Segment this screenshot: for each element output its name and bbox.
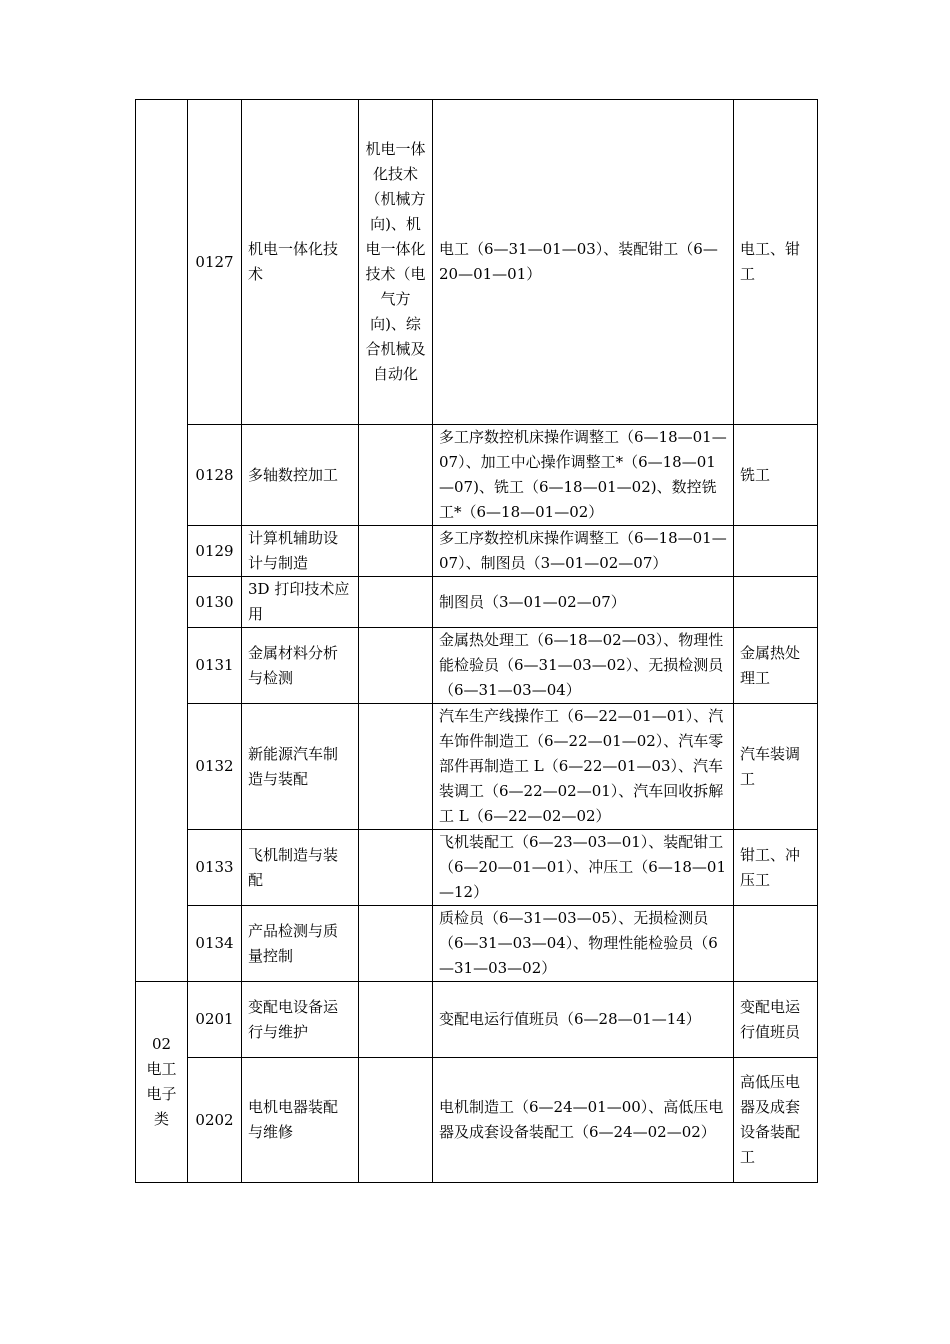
- table-row: [136, 830, 818, 906]
- certificate: [734, 577, 818, 628]
- occupation: 变配电运行值班员（6—28—01—14）: [433, 982, 734, 1058]
- table-row: [136, 577, 818, 628]
- higher-major: [359, 704, 433, 830]
- major-code: 0133: [188, 830, 242, 906]
- major-name: 多轴数控加工: [242, 425, 359, 526]
- major-name: 金属材料分析与检测: [242, 628, 359, 704]
- category-cell-01: [136, 100, 188, 982]
- occupation: 制图员（3—01—02—07）: [433, 577, 734, 628]
- higher-major: [359, 628, 433, 704]
- higher-major: [359, 830, 433, 906]
- occupation: 电工（6—31—01—03）、装配钳工（6—20—01—01）: [433, 100, 734, 425]
- higher-major: [359, 526, 433, 577]
- major-code: 0128: [188, 425, 242, 526]
- table-row: [136, 982, 818, 1058]
- major-code: 0127: [188, 100, 242, 425]
- table-row: [136, 1058, 818, 1183]
- major-name: 飞机制造与装配: [242, 830, 359, 906]
- certificate: [734, 906, 818, 982]
- higher-major: [359, 982, 433, 1058]
- table-row: [136, 906, 818, 982]
- certificate: 金属热处理工: [734, 628, 818, 704]
- major-code: 0134: [188, 906, 242, 982]
- occupation: 电机制造工（6—24—01—00）、高低压电器及成套设备装配工（6—24—02—02）: [433, 1058, 734, 1183]
- higher-major: [359, 577, 433, 628]
- occupation: 质检员（6—31—03—05）、无损检测员（6—31—03—04）、物理性能检验员（6—31—03—02）: [433, 906, 734, 982]
- major-name: 新能源汽车制造与装配: [242, 704, 359, 830]
- certificate: 电工、钳工: [734, 100, 818, 425]
- certificate: 变配电运行值班员: [734, 982, 818, 1058]
- higher-major: [359, 1058, 433, 1183]
- certificate: 铣工: [734, 425, 818, 526]
- occupation: 多工序数控机床操作调整工（6—18—01—07）、加工中心操作调整工*（6—18—01—07)、铣工（6—18—01—02)、数控铣工*（6—18—01—02）: [433, 425, 734, 526]
- major-name: 变配电设备运行与维护: [242, 982, 359, 1058]
- major-name: 产品检测与质量控制: [242, 906, 359, 982]
- category-cell-02: [136, 982, 188, 1183]
- category-code: 02: [151, 1035, 172, 1053]
- higher-major: [359, 425, 433, 526]
- occupation: 金属热处理工（6—18—02—03）、物理性能检验员（6—31—03—02）、无损检测员（6—31—03—04）: [433, 628, 734, 704]
- specialty-table: [135, 99, 818, 1183]
- major-code: 0132: [188, 704, 242, 830]
- certificate: 汽车装调工: [734, 704, 818, 830]
- major-code: 0131: [188, 628, 242, 704]
- major-code: 0201: [188, 982, 242, 1058]
- major-code: 0130: [188, 577, 242, 628]
- major-code: 0129: [188, 526, 242, 577]
- major-name: 计算机辅助设计与制造: [242, 526, 359, 577]
- table-row: [136, 628, 818, 704]
- higher-major: [359, 906, 433, 982]
- higher-major: 机电一体化技术（机械方向)、机电一体化技术（电气方向)、综合机械及自动化: [359, 100, 433, 425]
- table-row: [136, 100, 818, 425]
- major-name: 3D 打印技术应用: [242, 577, 359, 628]
- table-row: [136, 425, 818, 526]
- certificate: [734, 526, 818, 577]
- major-name: 电机电器装配与维修: [242, 1058, 359, 1183]
- certificate: 高低压电器及成套设备装配工: [734, 1058, 818, 1183]
- major-name: 机电一体化技术: [242, 100, 359, 425]
- certificate: 钳工、冲压工: [734, 830, 818, 906]
- table-row: [136, 704, 818, 830]
- table-row: [136, 526, 818, 577]
- occupation: 多工序数控机床操作调整工（6—18—01—07）、制图员（3—01—02—07）: [433, 526, 734, 577]
- occupation: 汽车生产线操作工（6—22—01—01）、汽车饰件制造工（6—22—01—02）、汽车零部件再制造工 L（6—22—01—03）、汽车装调工（6—22—02—01）、汽车回收拆解工 L（6—22—02—02）: [433, 704, 734, 830]
- category-name: 电工电子类: [146, 1060, 177, 1128]
- major-code: 0202: [188, 1058, 242, 1183]
- occupation: 飞机装配工（6—23—03—01）、装配钳工（6—20—01—01）、冲压工（6—18—01—12）: [433, 830, 734, 906]
